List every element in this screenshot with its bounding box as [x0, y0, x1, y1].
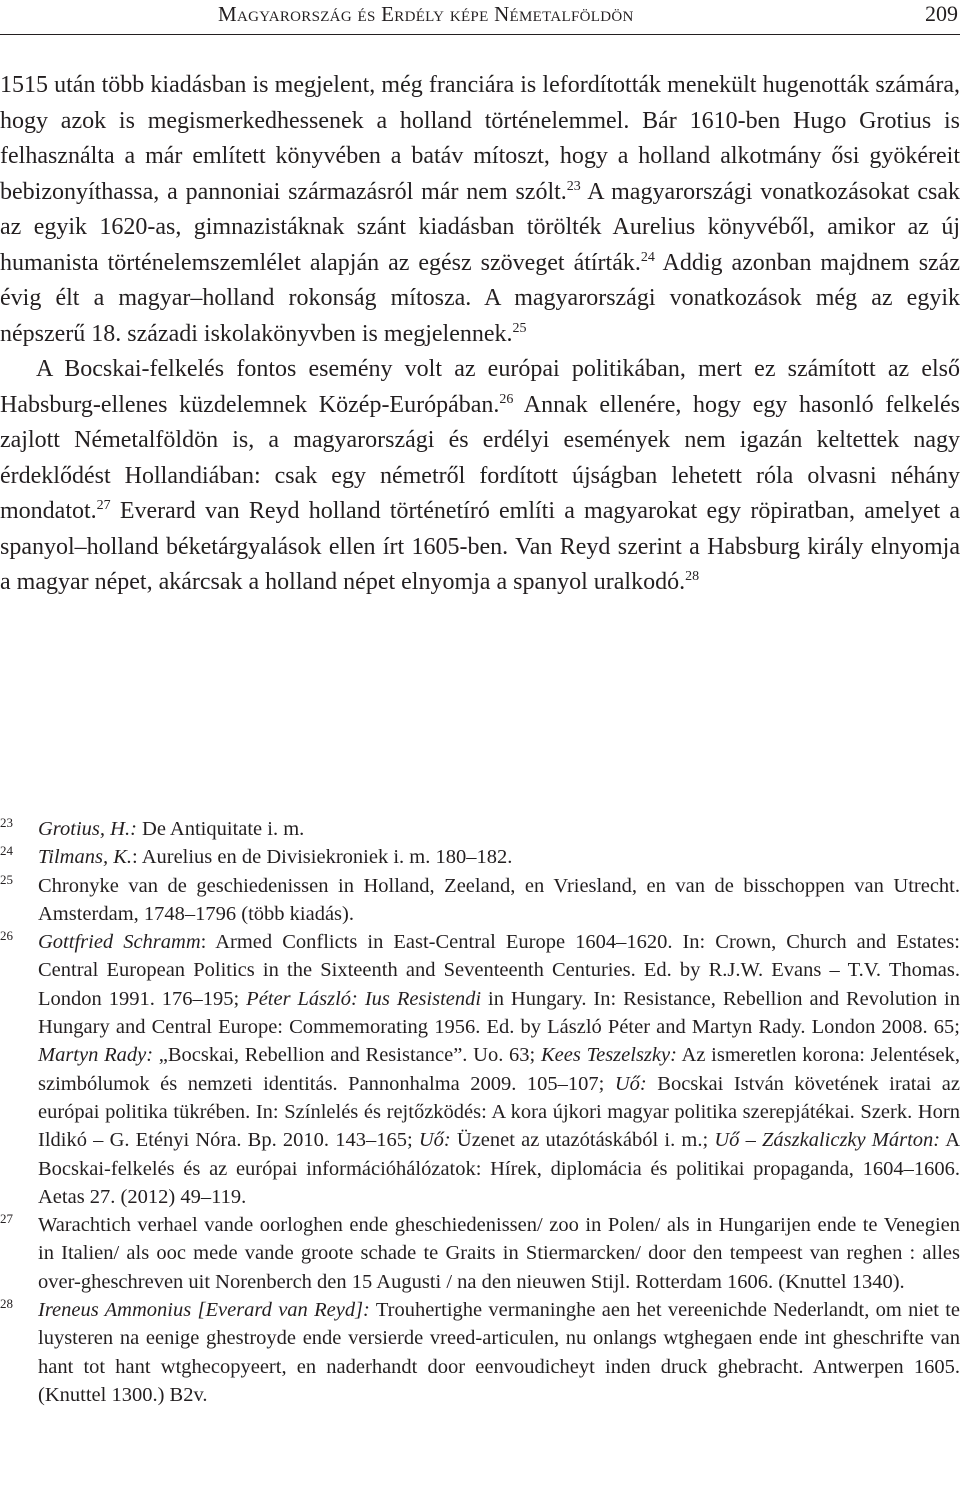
citation-text: : Armed Conflicts in East-Central Europe 1604–1620. In: Crown, Church and Estates: Central European Politics in the Sixteenth and Seventeenth Centuries. Ed. by R.J.W. Evans – T.V. Thomas. London 1991. 176–195;: [38, 931, 960, 1010]
footnote-text: [38, 843, 960, 871]
footnote: [0, 872, 960, 929]
text-run: Everard van Reyd holland történetíró említi a magyarokat egy röpiratban, amelyet a spanyol–holland béketárgyalások ellen írt 1605-ben. Van Reyd szerint a Habsburg király elnyomja a magyar népet, akárcsak a holland népet elnyomja a spanyol uralkodó.: [0, 498, 960, 595]
footnote-reference: 28: [685, 569, 700, 584]
footnote-number: 27: [0, 1211, 13, 1227]
citation-text: : Aurelius en de Divisiekroniek i. m. 180–182.: [132, 846, 513, 869]
citation-text: Trouhertighe vermaninghe aen het vereenichde Nederlandt, om niet te luysteren na eenige ghestroyde ende versierde vreed-articulen, nu onlangs wtghegaen ende int gheschrifte van hant tot hant wtghecopyeert, en naderhandt door eenvoudicheyt inden druck ghebracht. Antwerpen 1605. (Knuttel 1300.) B2v.: [38, 1299, 960, 1406]
footnote: [0, 928, 960, 1211]
citation-author: Uő:: [418, 1129, 451, 1152]
footnote: [0, 1296, 960, 1409]
text-run: A Bocskai-felkelés fontos esemény volt az európai politikában, mert ez számított az első Habsburg-ellenes küzdelemnek Közép-Európában.: [0, 356, 960, 418]
body-paragraph: [0, 352, 960, 601]
footnote-text: [38, 872, 960, 929]
footnote-reference: 27: [96, 498, 111, 513]
citation-author: Gottfried Schramm: [38, 931, 201, 954]
citation-author: Uő:: [614, 1072, 647, 1095]
page-number: 209: [925, 1, 958, 26]
text-run: 1515 után több kiadásban is megjelent, még franciára is lefordították menekült hugenották számára, hogy azok is megismerkedhessenek a holland történelemmel. Bár 1610-ben Hugo Grotius is felhasználta a már említett könyvében a batáv mítoszt, hogy a holland alkotmány ősi gyökéreit bebizonyíthassa, a pannoniai származásról már nem szólt.: [0, 72, 960, 205]
footnote-number: 26: [0, 928, 13, 944]
text-run: A magyarországi vonatkozásokat csak az egyik 1620-as, gimnazistáknak szánt kiadásban törölték Aurelius könyvéből, amikor az új humanista történelemszemlélet alapján az egész szöveget átírták.: [0, 178, 960, 276]
footnote-number: 23: [0, 815, 13, 830]
footnote: [0, 1211, 960, 1296]
page-header: [0, 0, 960, 32]
citation-author: Tilmans, K.: [38, 846, 132, 869]
footnote: [0, 815, 960, 843]
citation-text: „Bocskai, Rebellion and Resistance”. Uo. 63;: [153, 1044, 541, 1067]
body-paragraph: [0, 68, 960, 352]
citation-author: Uő – Zászkaliczky Márton:: [714, 1129, 941, 1152]
footnote-reference: 24: [640, 249, 655, 265]
footnotes: [0, 815, 960, 1409]
footnote: [0, 843, 960, 871]
footnote-reference: 23: [566, 178, 581, 194]
citation-author: Kees Teszelszky:: [541, 1044, 677, 1067]
citation-author: Martyn Rady:: [38, 1044, 154, 1067]
citation-text: Üzenet az utazótáskából i. m.;: [450, 1129, 715, 1152]
footnote-reference: 25: [512, 320, 527, 336]
citation-text: Az ismeretlen korona: Jelentések, szimbólumok és nemzeti identitás. Pannonhalma 2009. 105–107;: [38, 1044, 960, 1095]
footnote-text: [38, 1211, 960, 1296]
footnote-text: [38, 1296, 960, 1409]
citation-author: Péter László: Ius Resistendi: [246, 987, 482, 1010]
body-text: [0, 68, 960, 601]
footnote-number: 28: [0, 1296, 13, 1312]
header-rule: [0, 34, 960, 35]
citation-text: in Hungary. In: Resistance, Rebellion and Revolution in Hungary and Central Europe: Commemorating 1956. Ed. by László Péter and Martyn Rady. London 2008. 65;: [38, 987, 960, 1039]
footnote-reference: 26: [499, 391, 514, 407]
footnote-text: [38, 815, 960, 843]
text-run: Addig azonban majdnem száz évig élt a magyar–holland rokonság mítosza. A magyarországi vonatkozások még az egyik népszerű 18. századi iskolakönyvben is megjelennek.: [0, 249, 960, 347]
citation-text: Chronyke van de geschiedenissen in Holland, Zeeland, en Vriesland, en van de bisschoppen van Utrecht. Amsterdam, 1748–1796 (több kiadás).: [38, 874, 960, 925]
text-run: Annak ellenére, hogy egy hasonló felkelés zajlott Németalföldön is, a magyarországi és erdélyi események nem igazán keltettek nagy érdeklődést Hollandiában: csak egy németről fordított újságban lehetett róla olvasni néhány mondatot.: [0, 391, 960, 524]
citation-text: Warachtich verhael vande oorloghen ende gheschiedenissen/ zoo in Polen/ als in Hungarijen ende te Venegien in Italien/ als ooc mede vande groote schade te Graits in Stiermarcken/ door den tempeest van reghen : alles over-gheschreven uit Norenberch den 15 Augusti / na den nieuwen Stijl. Rotterdam 1606. (Knuttel 1340).: [38, 1214, 960, 1293]
running-title: Magyarország és Erdély képe Németalföldön: [218, 2, 634, 26]
citation-author: Ireneus Ammonius [Everard van Reyd]:: [38, 1299, 370, 1322]
footnote-number: 24: [0, 843, 13, 859]
citation-author: Grotius, H.:: [38, 818, 137, 840]
citation-text: A Bocskai-felkelés és az európai információhálózatok: Hírek, diplomácia és politikai propaganda, 1604–1606. Aetas 27. (2012) 49–119.: [38, 1129, 960, 1208]
citation-text: Bocskai István követének iratai az európai politika tükrében. In: Színlelés és rejtőzködés: A kora újkori magyar politika szerepjátékai. Szerk. Horn Ildikó – G. Etényi Nóra. Bp. 2010. 143–165;: [38, 1072, 960, 1152]
footnote-number: 25: [0, 871, 13, 887]
footnote-text: [38, 928, 960, 1211]
citation-text: De Antiquitate i. m.: [136, 818, 305, 840]
